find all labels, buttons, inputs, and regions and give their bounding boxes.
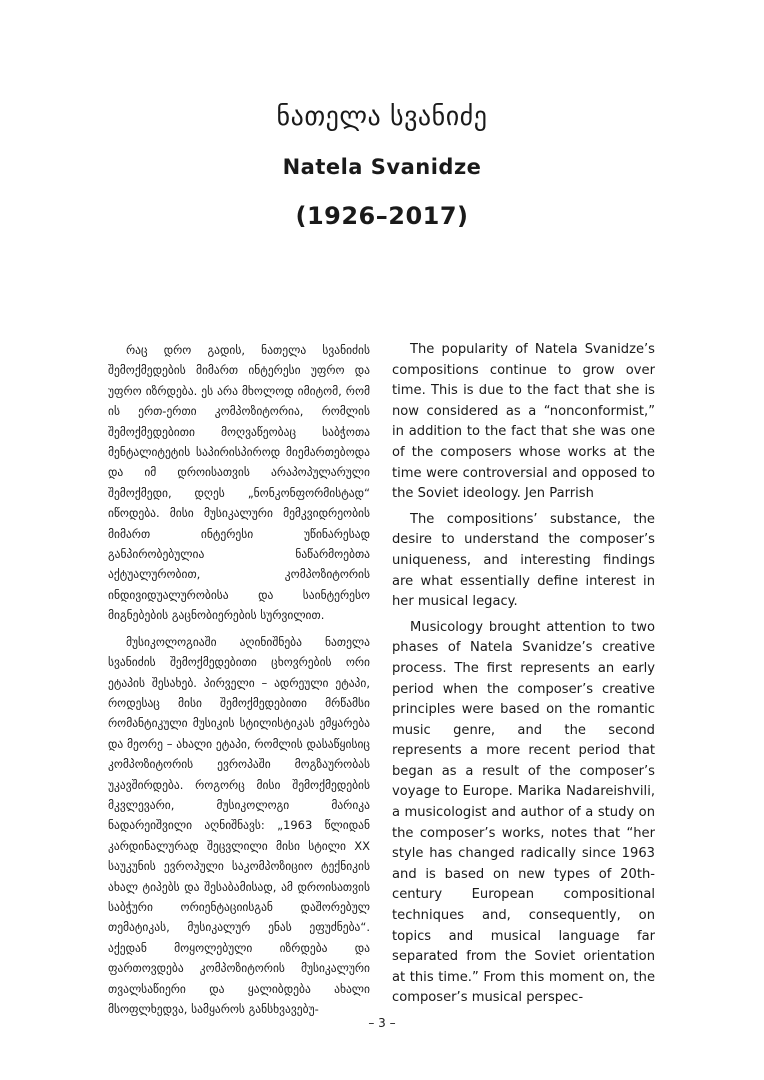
english-paragraph-2: The compositions’ substance, the desire to understand the composer’s uniqueness, and interesting findings are what essentially define interest in her musical legacy. <box>392 511 655 610</box>
life-years: (1926–2017) <box>295 202 469 230</box>
english-paragraph-3: Musicology brought attention to two phases of Natela Svanidze’s creative process. The first represents an early period when the composer’s creative principles were based on the romantic music genre, and the second represents a more recent period that began as a result of the composer’s voyage to Europe. Marika Nadareishvili, a musicologist and author of a study on the composer’s works, notes that “her style has changed radically since 1963 and is based on new types of 20th- century European compositional techniques and, consequently, on topics and musical language far separated from the Soviet orientation at this time.” From this moment on, the composer’s musical perspec- <box>392 619 655 1006</box>
title-english: Natela Svanidze <box>282 155 482 179</box>
page-number: – 3 – <box>368 1016 396 1030</box>
english-paragraph-1: The popularity of Natela Svanidze’s compositions continue to grow over time. This is due to the fact that she is now considered as a “nonconformist,” in addition to the fact that she was one of the composers whose works at the time were controversial and opposed to the Soviet ideology. Jen Parrish <box>392 342 655 502</box>
title-georgian: ნათელა სვანიძე <box>276 102 488 132</box>
georgian-paragraph-2: მუსიკოლოგიაში აღინიშნება ნათელა სვანიძის შემოქმედებითი ცხოვრების ორი ეტაპის შესახებ. პირველი – ადრეული ეტაპი, როდესაც მისი შემოქმედებითი მრწამსი რომანტიკული მუსიკის სტილისტიკას ემყარება და მეორე – ახალი ეტაპი, რომლის დასაწყისიც კომპოზიტორის ევროპაში მოგზაურობას უკავშირდება. როგორც მისი შემოქმედების მკვლევარი, მუსიკოლოგი მარიკა ნადარეიშვილი აღნიშნავს: „1963 წლიდან კარდინალურად შეცვლილი მისი სტილი XX საუკუნის ევროპული საკომპოზიციო ტექნიკის ახალ ტიპებს და შესაბამისად, ამ დროისათვის საბჭური ორიენტაციისგან დაშორებულ თემატიკას, მუსიკალურ ენას ეფუძნება“. აქედან მოყოლებული იზრდება და ფართოვდება კომპოზიტორის მუსიკალური თვალსაწიერი და ყალიბდება ახალი მსოფლხედვა, სამყაროს განსხვავებუ- <box>108 634 370 1016</box>
english-text-column <box>392 340 655 1009</box>
georgian-text-column <box>108 340 370 1019</box>
georgian-paragraph-1: რაც დრო გადის, ნათელა სვანიძის შემოქმედების მიმართ ინტერესი უფრო და უფრო იზრდება. ეს არა მხოლოდ იმიტომ, რომ ის ერთ-ერთი კომპოზიტორია, რომლის შემოქმედებითი მოღვაწეობაც საბჭოთა მენტალიტეტის საპირისპიროდ მიემართებოდა და იმ დროისათვის არაპოპულარული შემოქმედი, დღეს „ნონკონფორმისტად“ იწოდება. მისი მუსიკალური მემკვიდრეობის მიმართ ინტერესი უწინარესად განპირობებულია ნაწარმოებთა აქტუალურობით, კომპოზიტორის ინდივიდუალურობისა და საინტერესო მიგნებების გაცნობიერების სურვილით. <box>108 343 370 623</box>
